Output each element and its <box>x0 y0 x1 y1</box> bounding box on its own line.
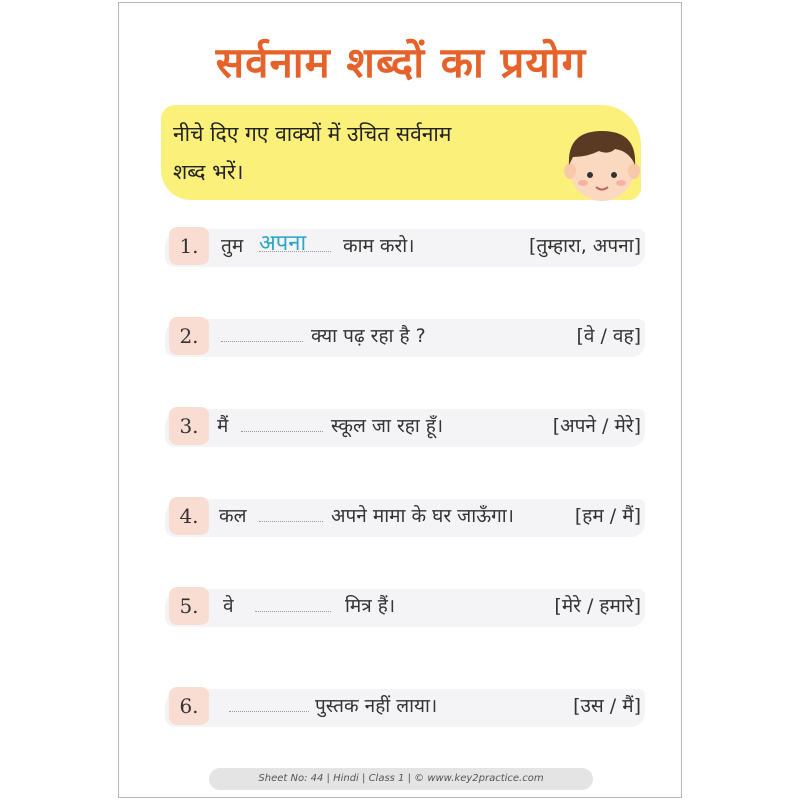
answer-options: [हम / मैं] <box>574 505 641 527</box>
question-text-before: कल <box>219 505 247 527</box>
blank-line[interactable] <box>259 521 323 522</box>
blank-line[interactable] <box>255 611 331 612</box>
instruction-box <box>161 105 641 200</box>
question-row-3 <box>165 401 645 451</box>
answer-options: [तुम्हारा, अपना] <box>529 235 641 257</box>
sheet-footer: Sheet No: 44 | Hindi | Class 1 | © www.key2practice.com <box>209 768 593 790</box>
question-text-after: काम करो। <box>343 235 415 257</box>
boy-face-icon <box>559 121 645 207</box>
question-row-5 <box>165 581 645 631</box>
question-row-1 <box>165 221 645 271</box>
question-number: 6. <box>169 687 209 725</box>
question-text-before: मैं <box>217 415 229 437</box>
answer-options: [अपने / मेरे] <box>552 415 641 437</box>
answer-options: [वे / वह] <box>576 325 641 347</box>
question-row-4 <box>165 491 645 541</box>
instruction-line-1: नीचे दिए गए वाक्यों में उचित सर्वनाम <box>173 122 452 146</box>
question-text-before: तुम <box>221 235 244 257</box>
question-text-after: मित्र हैं। <box>345 595 396 617</box>
blank-line[interactable] <box>229 711 309 712</box>
blank-line <box>259 251 331 252</box>
question-text-after: पुस्तक नहीं लाया। <box>315 695 438 717</box>
blank-line[interactable] <box>221 341 303 342</box>
question-text-after: स्कूल जा रहा हूँ। <box>331 415 444 437</box>
question-row-2 <box>165 311 645 361</box>
question-number: 4. <box>169 497 209 535</box>
question-row-6 <box>165 681 645 731</box>
question-number: 2. <box>169 317 209 355</box>
answer-options: [उस / मैं] <box>573 695 641 717</box>
question-number: 3. <box>169 407 209 445</box>
question-number: 1. <box>169 227 209 265</box>
answer-options: [मेरे / हमारे] <box>554 595 641 617</box>
instruction-text <box>173 115 563 191</box>
blank-line[interactable] <box>241 431 323 432</box>
answer-filled: अपना <box>259 231 307 256</box>
instruction-line-2: शब्द भरें। <box>173 160 244 184</box>
question-text-after: अपने मामा के घर जाऊँगा। <box>331 505 514 527</box>
question-number: 5. <box>169 587 209 625</box>
worksheet-page <box>118 2 682 798</box>
worksheet-title: सर्वनाम शब्दों का प्रयोग <box>215 38 587 87</box>
question-text-after: क्या पढ़ रहा है ? <box>311 325 426 347</box>
question-text-before: वे <box>223 595 234 617</box>
